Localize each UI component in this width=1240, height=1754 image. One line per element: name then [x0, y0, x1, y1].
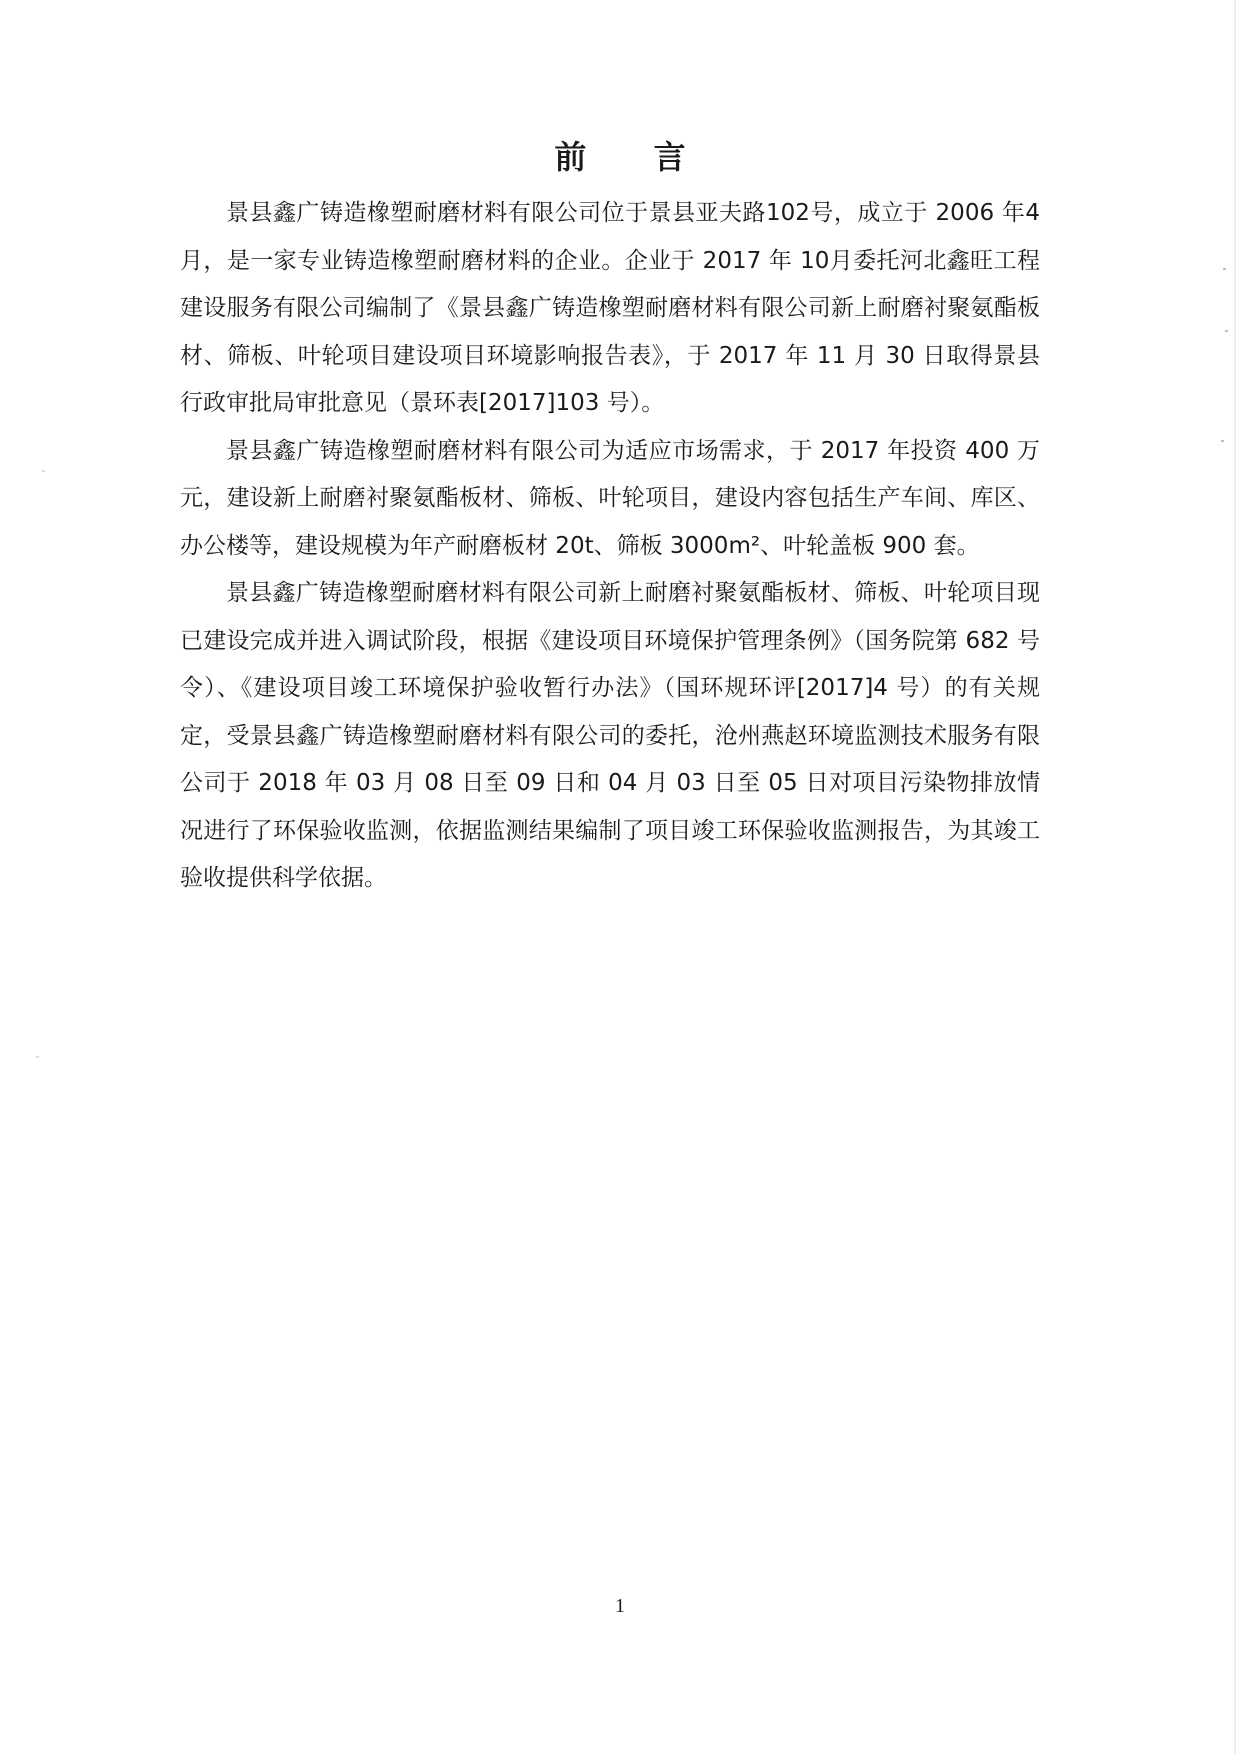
page-number: 1: [615, 1595, 625, 1617]
scan-mark: [42, 470, 45, 472]
scan-mark: [36, 1056, 39, 1058]
paragraph-1: 景县鑫广铸造橡塑耐磨材料有限公司位于景县亚夫路102号，成立于 2006 年4月，是一家专业铸造橡塑耐磨材料的企业。企业于 2017 年 10月委托河北鑫旺工程建设服务有限公司编制了《景县鑫广铸造橡塑耐磨材料有限公司新上耐磨衬聚氨酯板材、筛板、叶轮项目建设项目环境影响报告表》，于 2017 年 11 月 30 日取得景县行政审批局审批意见（景环表[2017]103 号）。: [180, 200, 1040, 416]
scan-mark: [1223, 268, 1226, 270]
scan-mark: [1225, 330, 1228, 332]
scan-mark: [1221, 440, 1224, 442]
body-text: [180, 190, 1040, 903]
scan-edge-line: [1234, 0, 1236, 1754]
paragraph-3: 景县鑫广铸造橡塑耐磨材料有限公司新上耐磨衬聚氨酯板材、筛板、叶轮项目现已建设完成并进入调试阶段，根据《建设项目环境保护管理条例》（国务院第 682 号令）、《建设项目竣工环境保护验收暂行办法》（国环规环评[2017]4 号）的有关规定，受景县鑫广铸造橡塑耐磨材料有限公司的委托，沧州燕赵环境监测技术服务有限公司于 2018 年 03 月 08 日至 09 日和 04 月 03 日至 05 日对项目污染物排放情况进行了环保验收监测，依据监测结果编制了项目竣工环保验收监测报告，为其竣工验收提供科学依据。: [180, 580, 1040, 891]
paragraph-2: 景县鑫广铸造橡塑耐磨材料有限公司为适应市场需求，于 2017 年投资 400 万元，建设新上耐磨衬聚氨酯板材、筛板、叶轮项目，建设内容包括生产车间、库区、办公楼等，建设规模为年产耐磨板材 20t、筛板 3000m²、叶轮盖板 900 套。: [180, 437, 1040, 559]
page-title: 前 言: [554, 138, 714, 176]
